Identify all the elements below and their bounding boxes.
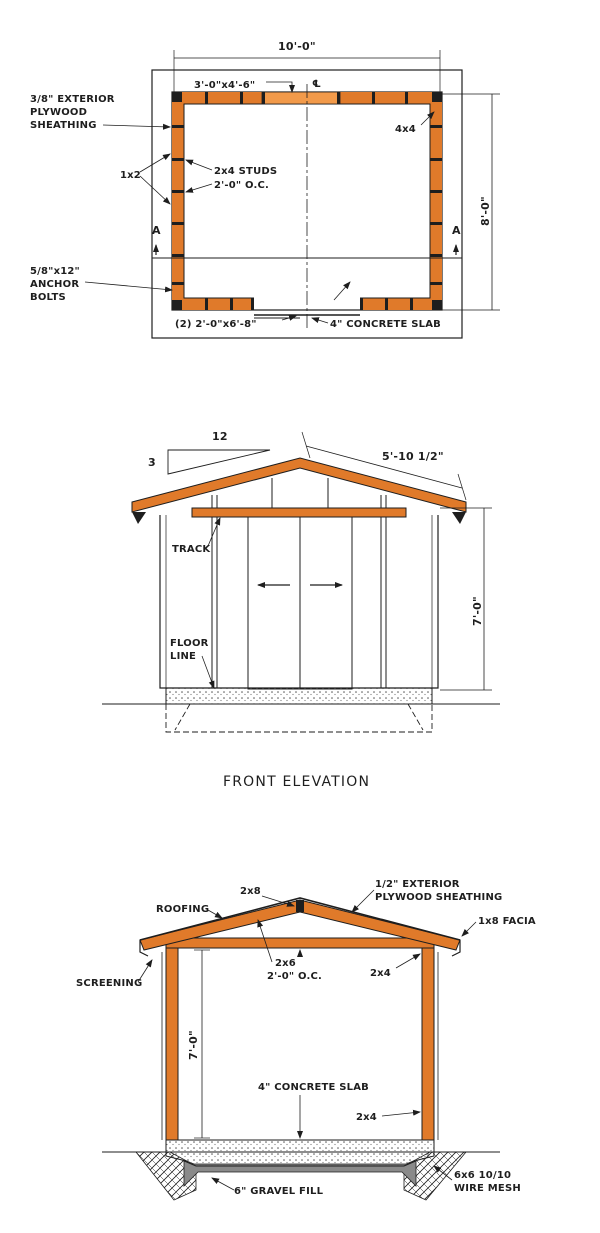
section-slab-body xyxy=(166,1140,434,1166)
plan-studs-line1: 2x4 STUDS xyxy=(214,166,278,177)
plan-slab-label: 4" CONCRETE SLAB xyxy=(330,319,441,330)
section-ridge xyxy=(296,900,304,912)
elev-wall-height: 7'-0" xyxy=(471,596,484,626)
plan-centerline-mark: ℄ xyxy=(312,79,322,90)
plan-sheathing-line2: PLYWOOD xyxy=(30,107,88,118)
plan-doors-label: (2) 2'-0"x6'-8" xyxy=(175,319,257,330)
section-facia-label: 1x8 FACIA xyxy=(478,916,536,927)
section-mesh-line2: WIRE MESH xyxy=(454,1183,521,1194)
section-stud-right xyxy=(422,948,434,1140)
section-ceiling-joist xyxy=(166,938,434,948)
track-label: TRACK xyxy=(172,544,211,555)
rafter-length: 5'-10 1/2" xyxy=(382,450,444,463)
plan-anchor-line2: ANCHOR xyxy=(30,279,80,290)
section-ridge-label: 2x8 xyxy=(240,886,261,897)
section-roofing-label: ROOFING xyxy=(156,904,210,915)
section-joist-line1: 2x6 xyxy=(275,958,296,969)
plan-anchor-line1: 5/8"x12" xyxy=(30,266,80,277)
section-sheathing-line1: 1/2" EXTERIOR xyxy=(375,879,460,890)
floor-line-1: FLOOR xyxy=(170,638,209,649)
section-wall-height: 7'-0" xyxy=(187,1030,200,1060)
pitch-rise: 3 xyxy=(148,456,156,469)
section-stud-label: 2x4 xyxy=(356,1112,377,1123)
floor-line-2: LINE xyxy=(170,651,197,662)
section-joist-line2: 2'-0" O.C. xyxy=(267,971,323,982)
plan-sheathing-line3: SHEATHING xyxy=(30,120,97,131)
plan-section-mark-left: A xyxy=(152,224,161,237)
section-sheathing-line2: PLYWOOD SHEATHING xyxy=(375,892,503,903)
plan-window-label: 3'-0"x4'-6" xyxy=(194,80,256,91)
section-slab-label: 4" CONCRETE SLAB xyxy=(258,1082,369,1093)
section-screening-label: SCREENING xyxy=(76,978,143,989)
section-top-plate-label: 2x4 xyxy=(370,968,391,979)
plan-sheathing-line1: 3/8" EXTERIOR xyxy=(30,94,115,105)
section-mesh-line1: 6x6 10/10 xyxy=(454,1170,512,1181)
plan-anchor-line3: BOLTS xyxy=(30,292,66,303)
pitch-run: 12 xyxy=(212,430,228,443)
section-gravel-label: 6" GRAVEL FILL xyxy=(234,1186,324,1197)
section-stud-left xyxy=(166,948,178,1140)
plan-studs-line2: 2'-0" O.C. xyxy=(214,180,270,191)
plan-depth-dim: 8'-0" xyxy=(479,196,492,226)
front-elevation-title: FRONT ELEVATION xyxy=(223,774,371,790)
plan-furring-label: 1x2 xyxy=(120,170,141,181)
plan-corner-post-label: 4x4 xyxy=(395,124,416,135)
plan-width-dim: 10'-0" xyxy=(278,40,316,53)
plan-section-mark-right: A xyxy=(452,224,461,237)
